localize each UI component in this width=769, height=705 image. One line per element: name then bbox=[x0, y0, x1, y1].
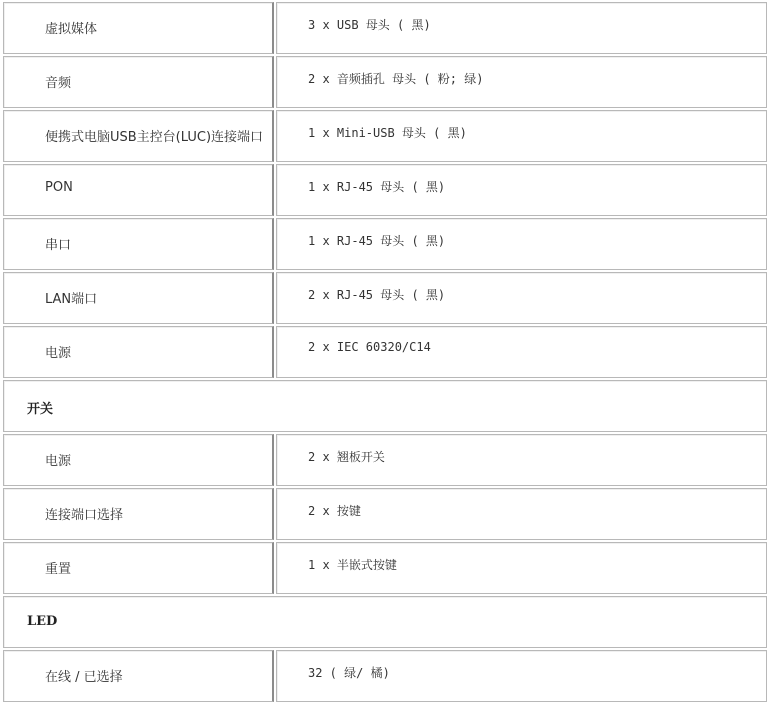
spec-value-cell bbox=[276, 110, 767, 162]
section-header-row bbox=[1, 380, 768, 432]
spec-value: 1 x RJ-45 母头 ( 黑) bbox=[308, 180, 446, 194]
spec-value-cell bbox=[276, 272, 767, 324]
spec-label-cell bbox=[3, 326, 274, 378]
spec-label: 串口 bbox=[45, 238, 72, 253]
spec-value: 1 x Mini-USB 母头 ( 黑) bbox=[308, 126, 467, 140]
spec-label-cell bbox=[3, 542, 274, 594]
spec-value: 1 x RJ-45 母头 ( 黑) bbox=[308, 234, 446, 248]
spec-value-cell bbox=[276, 488, 767, 540]
spec-value-cell bbox=[276, 218, 767, 270]
spec-label-cell bbox=[3, 434, 274, 486]
spec-value-cell bbox=[276, 542, 767, 594]
spec-label: 电源 bbox=[45, 454, 72, 469]
spec-label: 电源 bbox=[45, 346, 72, 361]
spec-label: LAN端口 bbox=[45, 292, 98, 307]
spec-value: 3 x USB 母头 ( 黑) bbox=[308, 18, 431, 32]
spec-value-cell bbox=[276, 2, 767, 54]
spec-label: 重置 bbox=[45, 562, 72, 577]
section-title: 开关 bbox=[27, 402, 54, 417]
spec-value: 32 ( 绿/ 橘) bbox=[308, 666, 390, 680]
spec-row bbox=[1, 650, 768, 702]
spec-label-cell bbox=[3, 2, 274, 54]
spec-row bbox=[1, 542, 768, 594]
spec-value: 1 x 半嵌式按键 bbox=[308, 558, 397, 572]
spec-value: 2 x RJ-45 母头 ( 黑) bbox=[308, 288, 446, 302]
spec-label-cell bbox=[3, 56, 274, 108]
spec-label-cell bbox=[3, 218, 274, 270]
spec-label: PON bbox=[45, 180, 73, 195]
spec-label: 连接端口选择 bbox=[45, 508, 124, 523]
spec-label: 音频 bbox=[45, 76, 72, 91]
spec-row bbox=[1, 488, 768, 540]
spec-label: 便携式电脑USB主控台(LUC)连接端口 bbox=[45, 130, 264, 145]
spec-value-cell bbox=[276, 164, 767, 216]
spec-value: 2 x 按键 bbox=[308, 504, 361, 518]
spec-value-cell bbox=[276, 56, 767, 108]
spec-row bbox=[1, 164, 768, 216]
spec-row bbox=[1, 434, 768, 486]
spec-row bbox=[1, 218, 768, 270]
spec-row bbox=[1, 2, 768, 54]
spec-label-cell bbox=[3, 650, 274, 702]
spec-label: 在线 / 已选择 bbox=[45, 670, 123, 685]
spec-row bbox=[1, 272, 768, 324]
spec-row bbox=[1, 56, 768, 108]
spec-value: 2 x IEC 60320/C14 bbox=[308, 340, 431, 354]
spec-label-cell bbox=[3, 272, 274, 324]
spec-label-cell bbox=[3, 110, 274, 162]
spec-value-cell bbox=[276, 434, 767, 486]
section-header-cell bbox=[3, 596, 767, 648]
spec-row bbox=[1, 110, 768, 162]
spec-value-cell bbox=[276, 326, 767, 378]
spec-row bbox=[1, 326, 768, 378]
spec-label-cell bbox=[3, 164, 274, 216]
section-header-row bbox=[1, 596, 768, 648]
spec-value: 2 x 音频插孔 母头 ( 粉; 绿) bbox=[308, 72, 484, 86]
spec-value-cell bbox=[276, 650, 767, 702]
spec-label: 虚拟媒体 bbox=[45, 22, 98, 37]
section-header-cell bbox=[3, 380, 767, 432]
section-title: LED bbox=[27, 614, 58, 629]
spec-label-cell bbox=[3, 488, 274, 540]
spec-value: 2 x 翘板开关 bbox=[308, 450, 385, 464]
